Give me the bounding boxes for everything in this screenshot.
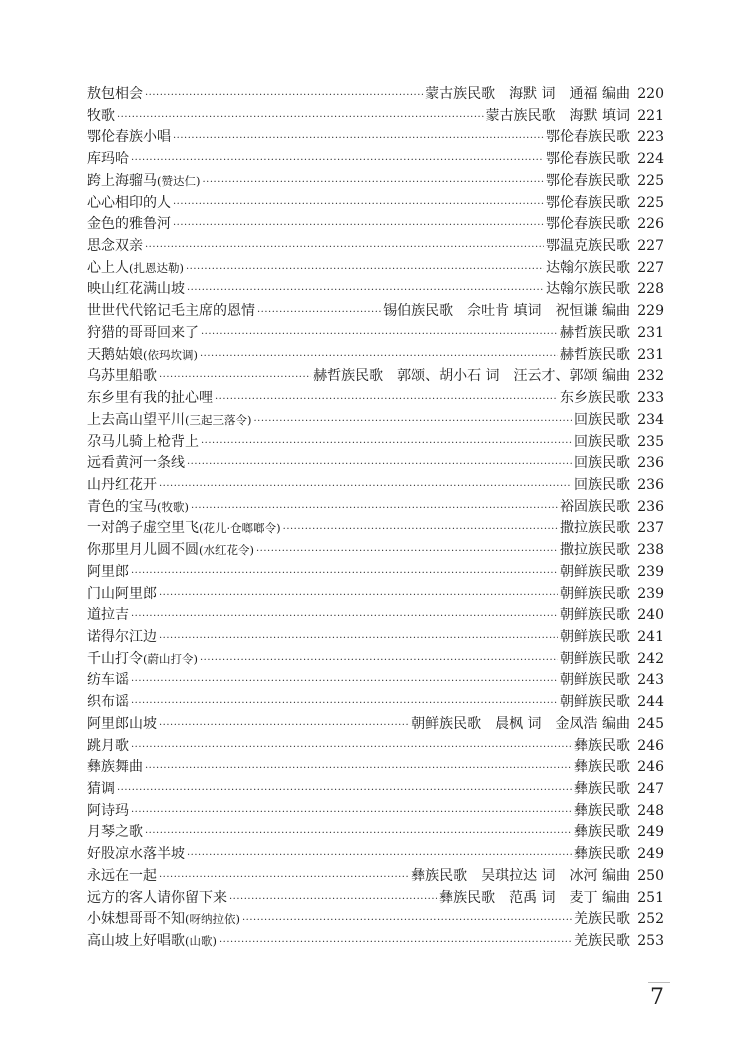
toc-entry-title [87, 757, 143, 779]
toc-page-number: 243 [637, 672, 664, 689]
dot-leader [229, 889, 437, 910]
toc-page-number: 236 [637, 476, 664, 493]
toc-entry-title [87, 453, 185, 475]
toc-entry [87, 779, 664, 801]
toc-entry [87, 410, 664, 432]
song-subtitle: (三起三落令) [185, 412, 252, 427]
toc-page-number: 223 [637, 129, 664, 146]
toc-entry [87, 453, 664, 475]
song-title: 思念双亲 [87, 238, 143, 255]
toc-page-number: 229 [637, 303, 664, 320]
song-credit: 彝族民歌 [574, 824, 630, 841]
dot-leader [201, 324, 558, 345]
toc-page-number: 236 [637, 498, 664, 515]
toc-page-number: 246 [637, 737, 664, 754]
dot-leader [187, 454, 572, 475]
song-title: 好股凉水落半坡 [87, 846, 185, 863]
toc-page-number: 226 [637, 216, 664, 233]
toc-entry [87, 127, 664, 149]
song-title: 映山红花满山坡 [87, 281, 185, 298]
dot-leader [283, 519, 558, 540]
song-credit: 彝族民歌 [574, 802, 630, 819]
toc-page-number: 244 [637, 694, 664, 711]
dot-leader [159, 585, 558, 606]
dot-leader [131, 606, 558, 627]
toc-page-number: 239 [637, 585, 664, 602]
toc-page-number: 249 [637, 846, 664, 863]
song-subtitle: (花儿·仓啷啷令) [199, 521, 281, 536]
toc-entry [87, 649, 664, 671]
dot-leader [131, 671, 558, 692]
song-credit: 羌族民歌 [574, 933, 630, 950]
song-credit: 鄂伦春族民歌 [546, 216, 630, 233]
song-subtitle: (呀纳拉依) [185, 912, 240, 927]
song-credit: 朝鲜族民歌 [560, 585, 630, 602]
song-title: 心心相印的人 [87, 194, 171, 211]
song-title: 诺得尔江边 [87, 628, 157, 645]
dot-leader [131, 693, 558, 714]
song-credit: 回族民歌 [574, 476, 630, 493]
toc-entry [87, 366, 664, 388]
song-credit: 赫哲族民歌 [560, 324, 630, 341]
dot-leader [159, 715, 409, 736]
song-title: 高山坡上好唱歌 [87, 933, 185, 950]
toc-entry-title [87, 540, 254, 562]
song-title: 月琴之歌 [87, 824, 143, 841]
toc-entry [87, 149, 664, 171]
song-credit: 彝族民歌 范禹 词 麦丁 编曲 [439, 889, 630, 906]
toc-page-number: 233 [637, 390, 664, 407]
dot-leader [242, 910, 572, 931]
toc-entry-title [87, 888, 227, 910]
toc-entry [87, 562, 664, 584]
toc-entry-title [87, 258, 184, 280]
dot-leader [145, 85, 423, 106]
toc-entry [87, 627, 664, 649]
toc-entry-title [87, 692, 129, 714]
song-credit: 彝族民歌 吴琪拉达 词 冰河 编曲 [411, 867, 630, 884]
toc-entry [87, 670, 664, 692]
toc-entry-title [87, 801, 129, 823]
toc-page-number: 227 [637, 259, 664, 276]
song-title: 鄂伦春族小唱 [87, 129, 171, 146]
toc-page-number: 245 [637, 715, 664, 732]
dot-leader [256, 541, 558, 562]
song-title: 阿里郎 [87, 563, 129, 580]
toc-entry-title [87, 301, 255, 323]
toc-entry [87, 909, 664, 931]
toc-entry-title [87, 736, 129, 758]
toc-entry-title [87, 106, 115, 128]
page-number-rule [648, 982, 670, 983]
toc-entry [87, 214, 664, 236]
toc-entry-title [87, 714, 157, 736]
dot-leader [159, 867, 409, 888]
toc-entry [87, 605, 664, 627]
song-title: 阿里郎山坡 [87, 715, 157, 732]
dot-leader [219, 932, 572, 953]
toc-entry-title [87, 410, 251, 432]
song-subtitle: (依玛坎调) [143, 347, 198, 362]
toc-entry [87, 258, 664, 280]
toc-entry [87, 844, 664, 866]
song-title: 世世代代铭记毛主席的恩情 [87, 303, 255, 320]
toc-entry [87, 866, 664, 888]
song-credit: 达翰尔族民歌 [546, 259, 630, 276]
toc-entry-title [87, 866, 157, 888]
toc-entry [87, 171, 664, 193]
toc-entry [87, 518, 664, 540]
toc-entry [87, 84, 664, 106]
dot-leader [200, 346, 558, 367]
toc-entry-title [87, 844, 185, 866]
song-title: 东乡里有我的扯心哩 [87, 390, 213, 407]
song-title: 跳月歌 [87, 737, 129, 754]
song-credit: 朝鲜族民歌 [560, 563, 630, 580]
dot-leader [131, 802, 572, 823]
toc-entry-title [87, 909, 240, 931]
toc-entry-title [87, 193, 171, 215]
song-credit: 朝鲜族民歌 [560, 672, 630, 689]
toc-entry-title [87, 475, 157, 497]
song-credit: 鄂伦春族民歌 [546, 194, 630, 211]
toc-entry-title [87, 649, 198, 671]
song-title: 狩猎的哥哥回来了 [87, 324, 199, 341]
toc-entry-title [87, 432, 199, 454]
toc-page-number: 227 [637, 238, 664, 255]
dot-leader [173, 128, 544, 149]
song-title: 猜调 [87, 781, 115, 797]
toc-page-number: 249 [637, 824, 664, 841]
song-credit: 回族民歌 [574, 455, 630, 472]
song-title: 上去高山望平川 [87, 411, 185, 428]
toc-entry-title [87, 214, 171, 236]
song-credit: 达翰尔族民歌 [546, 281, 630, 298]
toc-page-number: 236 [637, 455, 664, 472]
toc-entry-title [87, 323, 199, 345]
song-title: 青色的宝马 [87, 498, 157, 515]
song-credit: 朝鲜族民歌 晨枫 词 金凤浩 编曲 [411, 715, 630, 732]
dot-leader [215, 389, 558, 410]
toc-entry [87, 584, 664, 606]
toc-entry-title [87, 366, 157, 388]
dot-leader [159, 367, 311, 388]
song-credit: 赫哲族民歌 [560, 346, 630, 363]
toc-entry [87, 931, 664, 953]
toc-page-number: 234 [637, 411, 664, 428]
dot-leader [173, 194, 544, 215]
song-title: 金色的雅鲁河 [87, 216, 171, 233]
song-credit: 裕固族民歌 [560, 498, 630, 515]
dot-leader [173, 215, 544, 236]
toc-entry-title [87, 779, 115, 801]
song-credit: 朝鲜族民歌 [560, 607, 630, 624]
toc-entry-title [87, 149, 129, 171]
song-title: 天鹅姑娘 [87, 346, 143, 363]
song-credit: 朝鲜族民歌 [560, 694, 630, 711]
song-title: 远方的客人请你留下来 [87, 889, 227, 906]
song-title: 牧歌 [87, 107, 115, 124]
song-credit: 羌族民歌 [574, 911, 630, 928]
toc-entry-title [87, 84, 143, 106]
toc-page-number: 246 [637, 759, 664, 776]
toc-page-number: 253 [637, 933, 664, 950]
song-credit: 蒙古族民歌 海默 词 通福 编曲 [425, 86, 630, 102]
toc-entry-title [87, 518, 281, 540]
toc-entry-title [87, 127, 171, 149]
toc-entry-title [87, 931, 217, 953]
toc-entry [87, 388, 664, 410]
toc-page-number: 231 [637, 346, 664, 363]
toc-entry [87, 801, 664, 823]
song-title: 山丹红花开 [87, 476, 157, 493]
toc-page-number: 235 [637, 433, 664, 450]
dot-leader [257, 302, 381, 323]
dot-leader [187, 845, 572, 866]
toc-entry [87, 475, 664, 497]
song-credit: 锡伯族民歌 佘吐肯 填词 祝恒谦 编曲 [383, 303, 630, 320]
toc-page-number: 225 [637, 194, 664, 211]
toc-page-number: 242 [637, 650, 664, 667]
toc-entry [87, 193, 664, 215]
toc-page-number: 221 [637, 107, 664, 124]
song-credit: 彝族民歌 [574, 737, 630, 754]
toc-page-number: 238 [637, 542, 664, 559]
toc-page-number: 252 [637, 911, 664, 928]
song-subtitle: (扎恩达勒) [129, 260, 184, 275]
song-credit: 朝鲜族民歌 [560, 650, 630, 667]
dot-leader [145, 823, 572, 844]
toc-entry [87, 540, 664, 562]
song-credit: 鄂伦春族民歌 [546, 172, 630, 189]
toc-page-number: 250 [637, 867, 664, 884]
song-title: 敖包相会 [87, 86, 143, 102]
toc-page-number: 232 [637, 368, 664, 385]
toc-entry [87, 432, 664, 454]
dot-leader [191, 498, 558, 519]
toc-page-number: 247 [637, 781, 664, 797]
toc-page-number: 248 [637, 802, 664, 819]
song-subtitle: (牧歌) [157, 499, 189, 514]
page-number: 7 [650, 985, 664, 1010]
song-subtitle: (赞达仁) [157, 173, 201, 188]
toc-entry [87, 757, 664, 779]
toc-page-number: 231 [637, 324, 664, 341]
song-title: 千山打令 [87, 650, 143, 667]
toc-page-number: 241 [637, 628, 664, 645]
toc-entry [87, 888, 664, 910]
song-subtitle: (山歌) [185, 934, 217, 949]
song-title: 纺车谣 [87, 672, 129, 689]
song-credit: 赫哲族民歌 郭颂、胡小石 词 汪云才、郭颂 编曲 [313, 368, 630, 385]
song-title: 道拉吉 [87, 607, 129, 624]
toc-page-number: 239 [637, 563, 664, 580]
song-credit: 彝族民歌 [574, 759, 630, 776]
dot-leader [253, 411, 572, 432]
dot-leader [145, 237, 544, 258]
song-credit: 撒拉族民歌 [560, 542, 630, 559]
song-title: 尕马儿骑上枪背上 [87, 433, 199, 450]
song-subtitle: (蔚山打令) [143, 651, 198, 666]
dot-leader [117, 780, 572, 801]
dot-leader [145, 758, 572, 779]
dot-leader [187, 280, 544, 301]
toc-page-number: 240 [637, 607, 664, 624]
song-title: 你那里月儿圆不圆 [87, 542, 199, 559]
toc-page-number: 220 [637, 86, 664, 102]
song-title: 小妹想哥哥不知 [87, 911, 185, 928]
toc-entry [87, 323, 664, 345]
song-credit: 鄂伦春族民歌 [546, 151, 630, 168]
toc-entry [87, 279, 664, 301]
toc-entry [87, 822, 664, 844]
song-title: 永远在一起 [87, 867, 157, 884]
toc-entry [87, 345, 664, 367]
song-credit: 朝鲜族民歌 [560, 628, 630, 645]
toc-entry-title [87, 584, 157, 606]
song-subtitle: (水红花令) [199, 543, 254, 558]
dot-leader [131, 563, 558, 584]
song-title: 门山阿里郎 [87, 585, 157, 602]
song-credit: 鄂伦春族民歌 [546, 129, 630, 146]
toc-entry-title [87, 562, 129, 584]
song-title: 彝族舞曲 [87, 759, 143, 776]
song-title: 远看黄河一条线 [87, 455, 185, 472]
dot-leader [200, 650, 558, 671]
toc-page-number: 228 [637, 281, 664, 298]
toc-entry-title [87, 627, 157, 649]
dot-leader [159, 476, 572, 497]
toc-entry [87, 714, 664, 736]
toc-entry [87, 301, 664, 323]
song-title: 跨上海骝马 [87, 172, 157, 189]
toc-entry-title [87, 345, 198, 367]
song-credit: 撒拉族民歌 [560, 520, 630, 537]
dot-leader [202, 172, 544, 193]
table-of-contents [87, 84, 664, 953]
dot-leader [131, 150, 544, 171]
toc-entry [87, 106, 664, 128]
song-title: 一对鸽子虚空里飞 [87, 520, 199, 537]
song-credit: 蒙古族民歌 海默 填词 [485, 107, 630, 124]
toc-entry-title [87, 388, 213, 410]
toc-entry-title [87, 279, 185, 301]
toc-entry [87, 497, 664, 519]
toc-page-number: 237 [637, 520, 664, 537]
song-title: 心上人 [87, 259, 129, 276]
song-credit: 彝族民歌 [574, 781, 630, 797]
dot-leader [186, 259, 544, 280]
song-title: 阿诗玛 [87, 802, 129, 819]
toc-entry-title [87, 670, 129, 692]
song-credit: 回族民歌 [574, 433, 630, 450]
toc-entry-title [87, 236, 143, 258]
song-credit: 彝族民歌 [574, 846, 630, 863]
toc-page-number: 224 [637, 151, 664, 168]
dot-leader [159, 628, 558, 649]
toc-entry-title [87, 171, 200, 193]
toc-entry-title [87, 605, 129, 627]
dot-leader [117, 107, 484, 128]
toc-entry [87, 236, 664, 258]
toc-entry-title [87, 822, 143, 844]
song-credit: 回族民歌 [574, 411, 630, 428]
toc-entry [87, 736, 664, 758]
toc-page-number: 225 [637, 172, 664, 189]
song-title: 乌苏里船歌 [87, 368, 157, 385]
toc-page-number: 251 [637, 889, 664, 906]
song-credit: 东乡族民歌 [560, 390, 630, 407]
toc-entry [87, 692, 664, 714]
song-title: 库玛哈 [87, 151, 129, 168]
dot-leader [201, 433, 572, 454]
song-credit: 鄂温克族民歌 [546, 238, 630, 255]
song-title: 织布谣 [87, 694, 129, 711]
dot-leader [131, 737, 572, 758]
toc-entry-title [87, 497, 189, 519]
